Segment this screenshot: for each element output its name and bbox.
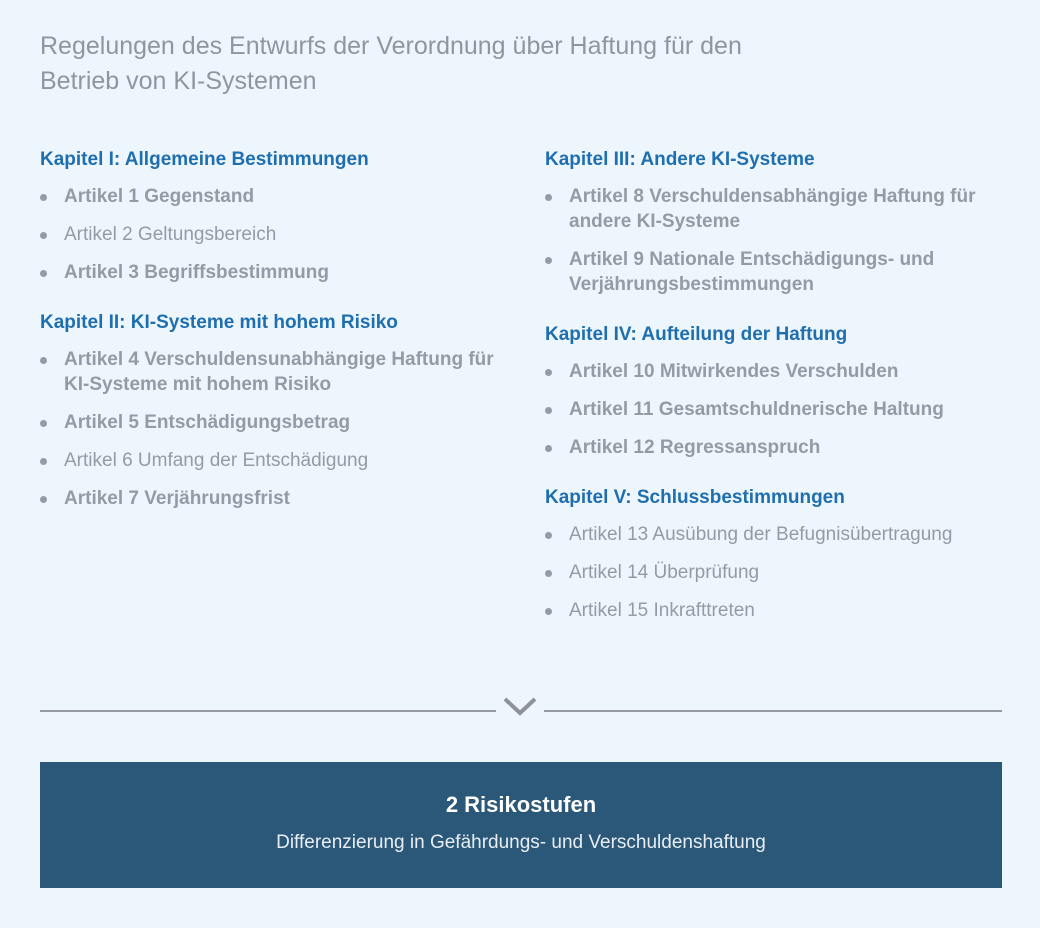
left-column [40,147,510,536]
article-list [545,522,1015,623]
article-item: Artikel 2 Geltungsbereich [40,222,510,247]
article-item: Artikel 6 Umfang der Entschädigung [40,448,510,473]
page-title: Regelungen des Entwurfs der Verordnung über Haftung für den Betrieb von KI-Systemen [40,32,742,95]
chevron-down-icon [502,693,538,723]
article-item: Artikel 10 Mitwirkendes Verschulden [545,359,1015,384]
chapter-heading: Kapitel II: KI-Systeme mit hohem Risiko [40,312,398,333]
article-item: Artikel 1 Gegenstand [40,184,510,209]
article-list [40,347,510,511]
divider-left [40,710,496,712]
summary-box [40,762,1002,888]
article-list [545,359,1015,460]
article-item: Artikel 3 Begriffsbestimmung [40,260,510,285]
chapter-group [545,322,1015,460]
article-item: Artikel 9 Nationale Entschädigungs- und Verjährungsbestimmungen [545,247,1015,297]
divider-right [544,710,1002,712]
article-item: Artikel 11 Gesamtschuldnerische Haltung [545,397,1015,422]
article-item: Artikel 5 Entschädigungsbetrag [40,410,510,435]
chapter-heading: Kapitel IV: Aufteilung der Haftung [545,324,848,345]
right-column [545,147,1015,648]
chapter-group [545,485,1015,623]
article-item: Artikel 7 Verjährungsfrist [40,486,510,511]
chapter-group [40,310,510,511]
summary-title: 2 Risikostufen [445,792,597,817]
chapter-group [545,147,1015,297]
article-item: Artikel 13 Ausübung der Befugnisübertragung [545,522,1015,547]
article-item: Artikel 15 Inkrafttreten [545,598,1015,623]
chapter-heading: Kapitel V: Schlussbestimmungen [545,487,845,508]
article-item: Artikel 8 Verschuldensabhängige Haftung für andere KI-Systeme [545,184,1015,234]
article-item: Artikel 14 Überprüfung [545,560,1015,585]
chapter-heading: Kapitel III: Andere KI-Systeme [545,149,815,170]
chapter-group [40,147,510,285]
article-item: Artikel 4 Verschuldensunabhängige Haftung für KI-Systeme mit hohem Risiko [40,347,510,397]
article-item: Artikel 12 Regressanspruch [545,435,1015,460]
chapter-heading: Kapitel I: Allgemeine Bestimmungen [40,149,369,170]
summary-subtitle: Differenzierung in Gefährdungs- und Verschuldenshaftung [276,832,766,853]
article-list [545,184,1015,297]
article-list [40,184,510,285]
